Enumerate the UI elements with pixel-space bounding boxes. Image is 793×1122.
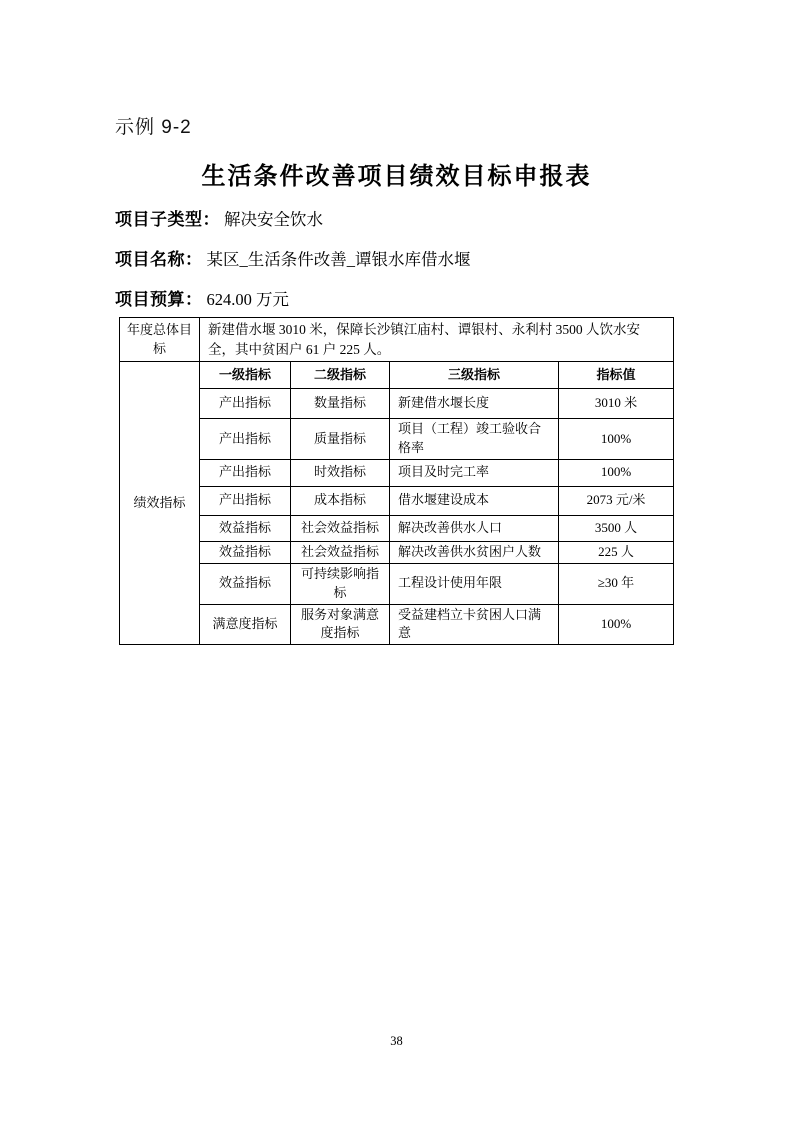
project-name-value: 某区_生活条件改善_谭银水库借水堰 — [206, 250, 471, 269]
value-cell: 100% — [559, 419, 674, 460]
value-cell: ≥30 年 — [559, 563, 674, 604]
value-cell: 3500 人 — [559, 515, 674, 541]
project-name-label: 项目名称： — [115, 250, 203, 269]
level2-cell: 社会效益指标 — [291, 515, 390, 541]
level3-cell: 项目及时完工率 — [390, 459, 559, 486]
field-project-subtype — [115, 206, 471, 246]
annual-goal-text-cell: 新建借水堰 3010 米，保障长沙镇江庙村、谭银村、永利村 3500 人饮水安全，其中贫困户 61 户 225 人。 — [200, 318, 674, 362]
level3-cell: 借水堰建设成本 — [390, 486, 559, 515]
project-fields — [115, 206, 471, 326]
value-cell: 2073 元/米 — [559, 486, 674, 515]
level1-cell: 效益指标 — [200, 563, 291, 604]
level2-cell: 成本指标 — [291, 486, 390, 515]
field-project-name — [115, 246, 471, 286]
project-budget-label: 项目预算： — [115, 290, 203, 309]
level3-cell: 工程设计使用年限 — [390, 563, 559, 604]
level3-cell: 受益建档立卡贫困人口满意 — [390, 604, 559, 645]
project-budget-value: 624.00 万元 — [206, 290, 289, 309]
level1-cell: 效益指标 — [200, 541, 291, 563]
level1-cell: 效益指标 — [200, 515, 291, 541]
value-cell: 225 人 — [559, 541, 674, 563]
annual-goal-label-cell: 年度总体目标 — [120, 318, 200, 362]
project-subtype-label: 项目子类型： — [115, 210, 220, 229]
value-cell: 3010 米 — [559, 389, 674, 419]
indicator-header-row — [120, 362, 674, 389]
performance-target-table — [119, 317, 674, 645]
indicator-table-body — [120, 318, 674, 645]
indicator-row — [120, 486, 674, 515]
level1-cell: 产出指标 — [200, 486, 291, 515]
level2-cell: 质量指标 — [291, 419, 390, 460]
header-level1: 一级指标 — [200, 362, 291, 389]
value-cell: 100% — [559, 604, 674, 645]
indicator-row — [120, 604, 674, 645]
level2-cell: 可持续影响指标 — [291, 563, 390, 604]
page-title: 生活条件改善项目绩效目标申报表 — [201, 164, 592, 190]
level2-cell: 时效指标 — [291, 459, 390, 486]
indicator-row — [120, 515, 674, 541]
header-level3: 三级指标 — [390, 362, 559, 389]
indicator-row — [120, 541, 674, 563]
level3-cell: 新建借水堰长度 — [390, 389, 559, 419]
annual-goal-row — [120, 318, 674, 362]
project-subtype-value: 解决安全饮水 — [224, 210, 323, 229]
level2-cell: 数量指标 — [291, 389, 390, 419]
level3-cell: 解决改善供水人口 — [390, 515, 559, 541]
level3-cell: 解决改善供水贫困户人数 — [390, 541, 559, 563]
indicator-row — [120, 563, 674, 604]
level1-cell: 满意度指标 — [200, 604, 291, 645]
indicator-row — [120, 459, 674, 486]
indicator-row — [120, 389, 674, 419]
example-label: 示例 9-2 — [115, 117, 192, 138]
level1-cell: 产出指标 — [200, 459, 291, 486]
level2-cell: 社会效益指标 — [291, 541, 390, 563]
level1-cell: 产出指标 — [200, 419, 291, 460]
performance-indicator-label-cell: 绩效指标 — [120, 362, 200, 645]
level3-cell: 项目（工程）竣工验收合格率 — [390, 419, 559, 460]
value-cell: 100% — [559, 459, 674, 486]
page-number: 38 — [390, 1034, 403, 1048]
header-level2: 二级指标 — [291, 362, 390, 389]
level2-cell: 服务对象满意度指标 — [291, 604, 390, 645]
level1-cell: 产出指标 — [200, 389, 291, 419]
header-value: 指标值 — [559, 362, 674, 389]
indicator-row — [120, 419, 674, 460]
